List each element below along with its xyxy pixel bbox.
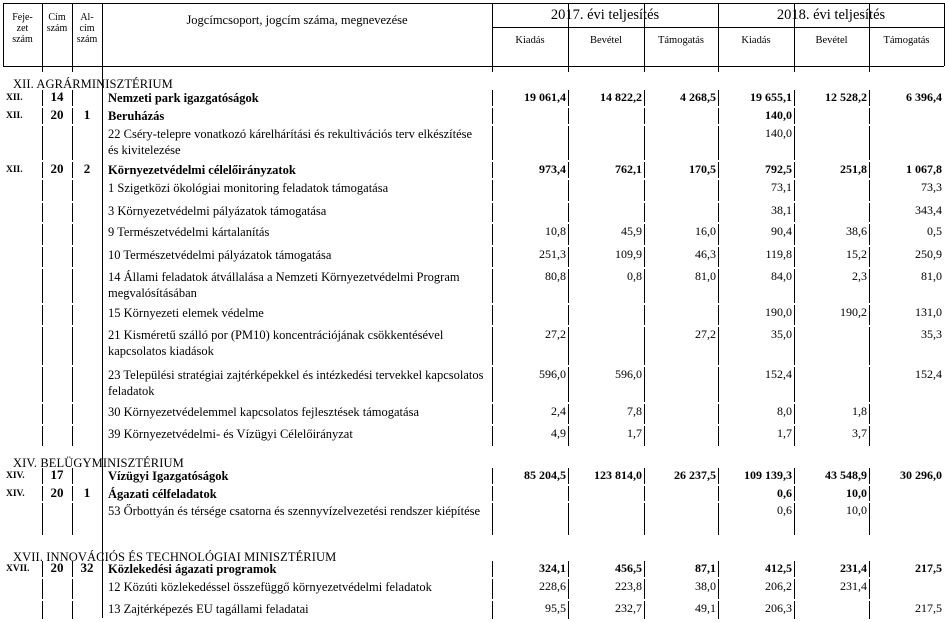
- cell-bevetel-2017: 223,8: [615, 579, 642, 593]
- cell-kiadas-2018: 8,0: [777, 404, 792, 418]
- column-rule: [72, 503, 73, 535]
- row-item-title: 15 Környezeti elemek védelme: [108, 306, 264, 320]
- cell-bevetel-2018: 10,0: [846, 486, 867, 500]
- column-rule: [42, 503, 43, 535]
- column-rule: [869, 404, 870, 424]
- column-rule: [492, 126, 493, 160]
- cell-bevetel-2017: 1,7: [627, 426, 642, 440]
- cell-tamogatas-2018: 1 067,8: [906, 162, 942, 176]
- row-item-title: 10 Természetvédelmi pályázatok támogatása: [108, 248, 332, 262]
- column-rule: [644, 426, 645, 446]
- row-group-title: Környezetvédelmi célelőirányzatok: [108, 163, 296, 177]
- description-rule: [102, 66, 103, 618]
- row-item-title: 14 Állami feladatok átvállalása a Nemzeti Környezetvédelmi Program megvalósításában: [108, 270, 460, 300]
- column-rule: [72, 305, 73, 325]
- header-támogatás-2017: Támogatás: [657, 35, 705, 46]
- cell-kiadas-2017: 2,4: [551, 404, 566, 418]
- column-rule: [72, 203, 73, 222]
- cell-bevetel-2018: 43 548,9: [825, 468, 867, 482]
- cell-bevetel-2018: 38,6: [846, 224, 867, 238]
- row-item-title: 21 Kisméretű szálló por (PM10) koncentrációjának csökkentésével kapcsolatos kiadások: [108, 328, 444, 358]
- cell-kiadas-2017: 324,1: [539, 561, 566, 575]
- row-item-title: 53 Őrbottyán és térsége csatorna és szennyvízelvezetési rendszer kiépítése: [108, 504, 481, 518]
- column-rule: [42, 66, 43, 72]
- section-title: XVII. INNOVÁCIÓS ÉS TECHNOLÓGIAI MINISZTÉRIUM: [13, 550, 337, 564]
- column-rule: [568, 108, 569, 124]
- cell-tamogatas-2017: 4 268,5: [680, 90, 716, 104]
- row-fejezet: XIV.: [6, 489, 25, 499]
- column-rule: [794, 203, 795, 222]
- row-group-title: Vízügyi Igazgatóságok: [108, 469, 229, 483]
- header-top-rule: [3, 3, 944, 4]
- cell-tamogatas-2017: 49,1: [695, 601, 716, 615]
- row-fejezet: XII.: [6, 165, 23, 175]
- cell-kiadas-2018: 19 655,1: [750, 90, 792, 104]
- cell-kiadas-2017: 95,5: [545, 601, 566, 615]
- row-cim: 17: [50, 467, 64, 482]
- cell-tamogatas-2017: 27,2: [695, 327, 716, 341]
- cell-kiadas-2018: 792,5: [765, 162, 792, 176]
- cell-tamogatas-2018: 250,9: [915, 247, 942, 261]
- row-group-title: Közlekedési ágazati programok: [108, 562, 277, 576]
- cell-bevetel-2018: 251,8: [840, 162, 867, 176]
- cell-kiadas-2018: 1,7: [777, 426, 792, 440]
- column-rule: [492, 180, 493, 201]
- cell-kiadas-2018: 140,0: [765, 126, 792, 140]
- row-item-title: 13 Zajtérképezés EU tagállami feladatai: [108, 602, 309, 616]
- header-description: Jogcímcsoport, jogcím száma, megnevezése: [186, 13, 408, 27]
- cell-tamogatas-2018: 343,4: [915, 203, 942, 217]
- cell-kiadas-2018: 0,6: [777, 486, 792, 500]
- header-alcim: Al- cím szám: [76, 12, 98, 45]
- row-item-title: 39 Környezetvédelmi- és Vízügyi Célelőirányzat: [108, 427, 353, 441]
- cell-tamogatas-2017: 170,5: [689, 162, 716, 176]
- column-rule: [42, 579, 43, 599]
- column-rule: [72, 367, 73, 402]
- column-rule: [492, 203, 493, 222]
- column-rule: [644, 203, 645, 222]
- column-rule: [42, 426, 43, 446]
- cell-kiadas-2017: 10,8: [545, 224, 566, 238]
- cell-bevetel-2018: 3,7: [852, 426, 867, 440]
- column-rule: [869, 66, 870, 72]
- cell-bevetel-2017: 123 814,0: [594, 468, 642, 482]
- column-rule: [492, 108, 493, 124]
- cell-kiadas-2018: 109 139,3: [744, 468, 792, 482]
- cell-kiadas-2017: 973,4: [539, 162, 566, 176]
- column-rule: [42, 601, 43, 619]
- cell-bevetel-2017: 456,5: [615, 561, 642, 575]
- column-rule: [72, 126, 73, 160]
- header-year-2017: 2017. évi teljesítés: [550, 7, 660, 23]
- row-item-title: 1 Szigetközi ökológiai monitoring feladatok támogatása: [108, 181, 389, 195]
- cell-tamogatas-2018: 131,0: [915, 305, 942, 319]
- column-rule: [869, 126, 870, 160]
- header-támogatás-2018: Támogatás: [883, 35, 930, 46]
- column-rule: [568, 305, 569, 325]
- row-cim: 14: [50, 89, 64, 104]
- cell-bevetel-2017: 14 822,2: [600, 90, 642, 104]
- column-rule: [869, 108, 870, 124]
- row-fejezet: XVII.: [6, 564, 30, 574]
- column-rule: [568, 503, 569, 535]
- column-rule: [72, 327, 73, 365]
- cell-kiadas-2018: 90,4: [771, 224, 792, 238]
- cell-bevetel-2017: 109,9: [615, 247, 642, 261]
- column-rule: [72, 66, 73, 72]
- column-rule: [72, 579, 73, 599]
- cell-kiadas-2017: 596,0: [539, 367, 566, 381]
- cell-kiadas-2018: 206,2: [765, 579, 792, 593]
- column-rule: [718, 66, 719, 72]
- column-rule: [644, 305, 645, 325]
- column-rule: [42, 269, 43, 303]
- column-rule: [42, 367, 43, 402]
- cell-tamogatas-2017: 87,1: [695, 561, 716, 575]
- header-fejezet: Feje- zet szám: [12, 12, 33, 45]
- column-rule: [869, 503, 870, 535]
- column-rule: [42, 247, 43, 267]
- cell-bevetel-2018: 2,3: [852, 269, 867, 283]
- cell-kiadas-2018: 84,0: [771, 269, 792, 283]
- column-rule: [794, 180, 795, 201]
- row-cim: 20: [50, 560, 64, 575]
- section-title: XII. AGRÁRMINISZTÉRIUM: [13, 77, 173, 91]
- column-rule: [869, 486, 870, 501]
- column-rule: [794, 367, 795, 402]
- cell-kiadas-2018: 190,0: [765, 305, 792, 319]
- cell-kiadas-2017: 80,8: [545, 269, 566, 283]
- cell-bevetel-2018: 1,8: [852, 404, 867, 418]
- column-rule: [72, 180, 73, 201]
- row-alcim: 1: [83, 485, 91, 500]
- cell-bevetel-2017: 7,8: [627, 404, 642, 418]
- column-rule: [42, 327, 43, 365]
- row-group-title: Beruházás: [108, 109, 165, 123]
- column-rule: [42, 126, 43, 160]
- section-title: XIV. BELÜGYMINISZTÉRIUM: [13, 456, 184, 470]
- column-rule: [72, 247, 73, 267]
- header-bottom-rule: [3, 66, 944, 67]
- row-cim: 20: [50, 107, 64, 122]
- column-rule: [568, 66, 569, 72]
- row-cim: 20: [50, 485, 64, 500]
- column-rule: [72, 90, 73, 106]
- column-rule: [644, 404, 645, 424]
- header-bevétel-2018: Bevétel: [815, 35, 848, 46]
- header-kiadás-2018: Kiadás: [741, 35, 771, 46]
- column-rule: [72, 468, 73, 484]
- header-bevétel-2017: Bevétel: [589, 35, 623, 46]
- cell-bevetel-2017: 762,1: [615, 162, 642, 176]
- cell-tamogatas-2018: 0,5: [927, 224, 942, 238]
- cell-kiadas-2018: 0,6: [777, 503, 792, 517]
- row-group-title: Nemzeti park igazgatóságok: [108, 91, 259, 105]
- row-group-title: Ágazati célfeladatok: [108, 487, 217, 501]
- row-item-title: 23 Települési stratégiai zajtérképekkel és intézkedési tervekkel kapcsolatos feladatok: [108, 368, 484, 398]
- row-item-title: 3 Környezetvédelmi pályázatok támogatása: [108, 204, 327, 218]
- cell-kiadas-2017: 4,9: [551, 426, 566, 440]
- column-rule: [42, 203, 43, 222]
- column-rule: [644, 367, 645, 402]
- cell-kiadas-2017: 19 061,4: [524, 90, 566, 104]
- cell-tamogatas-2017: 81,0: [695, 269, 716, 283]
- row-alcim: 32: [80, 560, 94, 575]
- column-rule: [492, 66, 493, 72]
- cell-kiadas-2018: 152,4: [765, 367, 792, 381]
- cell-tamogatas-2018: 217,5: [915, 561, 942, 575]
- cell-bevetel-2018: 231,4: [840, 579, 867, 593]
- column-rule: [72, 601, 73, 619]
- column-rule: [72, 269, 73, 303]
- cell-tamogatas-2018: 30 296,0: [900, 468, 942, 482]
- cell-tamogatas-2018: 152,4: [915, 367, 942, 381]
- cell-kiadas-2018: 206,3: [765, 601, 792, 615]
- column-rule: [794, 327, 795, 365]
- column-rule: [72, 224, 73, 245]
- cell-kiadas-2018: 38,1: [771, 203, 792, 217]
- cell-tamogatas-2018: 217,5: [915, 601, 942, 615]
- cell-tamogatas-2017: 38,0: [695, 579, 716, 593]
- column-rule: [794, 108, 795, 124]
- cell-kiadas-2018: 35,0: [771, 327, 792, 341]
- row-alcim: 2: [83, 161, 91, 176]
- cell-kiadas-2018: 119,8: [765, 247, 792, 261]
- column-rule: [644, 108, 645, 124]
- cell-kiadas-2018: 73,1: [771, 180, 792, 194]
- column-rule: [42, 404, 43, 424]
- column-rule: [794, 66, 795, 72]
- cell-bevetel-2018: 12 528,2: [825, 90, 867, 104]
- cell-kiadas-2018: 412,5: [765, 561, 792, 575]
- column-rule: [568, 327, 569, 365]
- column-rule: [568, 180, 569, 201]
- cell-tamogatas-2018: 73,3: [921, 180, 942, 194]
- column-rule: [644, 180, 645, 201]
- column-rule: [644, 486, 645, 501]
- cell-tamogatas-2018: 35,3: [921, 327, 942, 341]
- column-rule: [42, 305, 43, 325]
- cell-bevetel-2018: 190,2: [840, 305, 867, 319]
- column-rule: [492, 486, 493, 501]
- cell-tamogatas-2017: 46,3: [695, 247, 716, 261]
- cell-kiadas-2017: 27,2: [545, 327, 566, 341]
- cell-bevetel-2018: 10,0: [846, 503, 867, 517]
- row-alcim: 1: [83, 107, 91, 122]
- cell-kiadas-2017: 85 204,5: [524, 468, 566, 482]
- column-rule: [568, 126, 569, 160]
- row-item-title: 9 Természetvédelmi kártalanítás: [108, 225, 270, 239]
- column-rule: [42, 224, 43, 245]
- column-rule: [568, 203, 569, 222]
- row-item-title: 12 Közúti közlekedéssel összefüggő környezetvédelmi feladatok: [108, 580, 432, 594]
- column-rule: [869, 426, 870, 446]
- cell-tamogatas-2017: 16,0: [695, 224, 716, 238]
- row-fejezet: XII.: [6, 111, 23, 121]
- column-rule: [492, 305, 493, 325]
- column-rule: [72, 426, 73, 446]
- column-rule: [568, 486, 569, 501]
- column-rule: [644, 503, 645, 535]
- row-item-title: 22 Cséry-telepre vonatkozó kárelhárítási és rekultivációs terv elkészítése és kivitelezése: [108, 127, 473, 157]
- row-item-title: 30 Környezetvédelemmel kapcsolatos fejlesztések támogatása: [108, 405, 419, 419]
- cell-kiadas-2018: 140,0: [765, 108, 792, 122]
- cell-bevetel-2018: 15,2: [846, 247, 867, 261]
- column-rule: [794, 126, 795, 160]
- header-cim: Cím szám: [46, 12, 68, 34]
- row-fejezet: XII.: [6, 93, 23, 103]
- column-rule: [492, 503, 493, 535]
- cell-tamogatas-2017: 26 237,5: [674, 468, 716, 482]
- cell-bevetel-2017: 45,9: [621, 224, 642, 238]
- column-rule: [644, 126, 645, 160]
- header-kiadás-2017: Kiadás: [515, 35, 545, 46]
- cell-tamogatas-2018: 81,0: [921, 269, 942, 283]
- column-rule: [869, 579, 870, 599]
- cell-bevetel-2017: 232,7: [615, 601, 642, 615]
- cell-bevetel-2018: 231,4: [840, 561, 867, 575]
- header-year-2018: 2018. évi teljesítés: [776, 7, 886, 23]
- cell-bevetel-2017: 0,8: [627, 269, 642, 283]
- cell-kiadas-2017: 228,6: [539, 579, 566, 593]
- cell-bevetel-2017: 596,0: [615, 367, 642, 381]
- column-rule: [72, 404, 73, 424]
- row-cim: 20: [50, 161, 64, 176]
- cell-kiadas-2017: 251,3: [539, 247, 566, 261]
- column-rule: [644, 66, 645, 72]
- cell-tamogatas-2018: 6 396,4: [906, 90, 942, 104]
- column-rule: [42, 180, 43, 201]
- column-rule: [794, 601, 795, 619]
- row-fejezet: XIV.: [6, 471, 25, 481]
